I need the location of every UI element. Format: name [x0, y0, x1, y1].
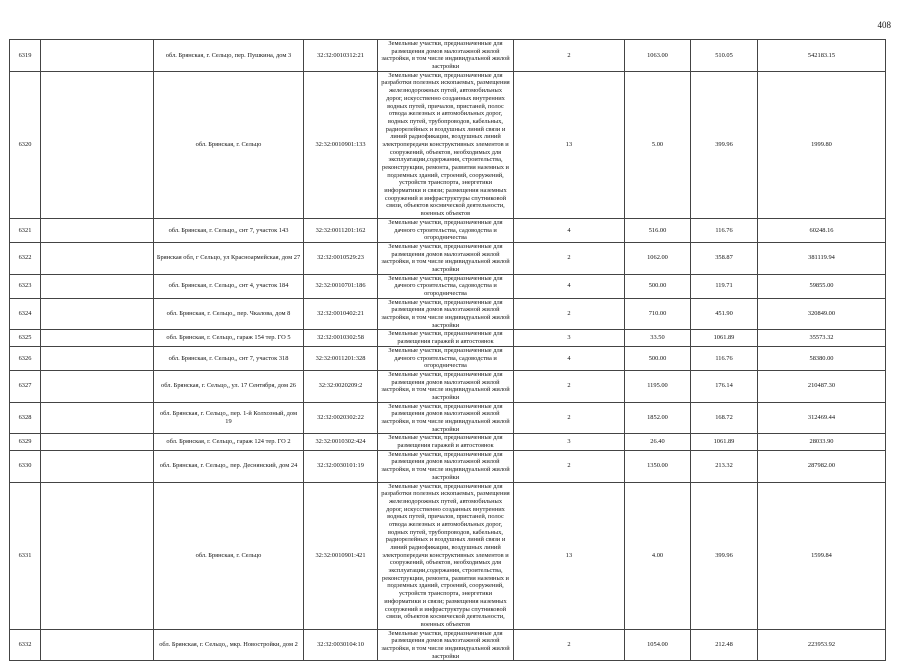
- area-cell: 500.00: [625, 274, 691, 298]
- address-cell: обл. Брянская, г. Сельцо,, ул. 17 Сентября, дом 26: [154, 370, 304, 402]
- blank-cell: [41, 370, 154, 402]
- cadastral-value-cell: 210487.30: [758, 370, 886, 402]
- table-row: [10, 370, 886, 402]
- address-cell: обл. Брянская, г. Сельцо: [154, 71, 304, 218]
- cadastral-number-cell: 32:32:0010901:133: [304, 71, 378, 218]
- address-cell: обл. Брянская, г. Сельцо,, гараж 154 тер. ГО 5: [154, 330, 304, 346]
- row-number: 6325: [10, 330, 41, 346]
- table-row: [10, 218, 886, 242]
- cadastral-value-cell: 60248.16: [758, 218, 886, 242]
- cadastral-number-cell: 32:32:0020302:22: [304, 402, 378, 434]
- address-cell: обл. Брянская, г. Сельцо,, пер. 1-й Колхозный, дом 19: [154, 402, 304, 434]
- area-cell: 500.00: [625, 346, 691, 370]
- cadastral-number-cell: 32:32:0020209:2: [304, 370, 378, 402]
- land-use-cell: Земельные участки, предназначенные для дачного строительства, садоводства и огородничества: [378, 346, 514, 370]
- land-use-cell: Земельные участки, предназначенные для разработки полезных ископаемых, размещения железнодорожных путей, автомобильных дорог, искусственно созданных внутренних водных путей, причалов, пристаней, полос отвода железных и автомобильных дорог, водных путей, трубопроводов, кабельных, радиорелейных и воздушных линий связи и линий радиофикации, воздушных линий электропередачи конструктивных элементов и сооружений, объектов, необходимых для эксплуатации,содержания, строительства, реконструкции, ремонта, развития наземных и подземных зданий, строений, сооружений, устройств транспорта, энергетики информатики и связи; размещения наземных сооружений и инфраструктуры спутниковой связи, объектов космической деятельности, военных объектов: [378, 71, 514, 218]
- blank-cell: [41, 629, 154, 661]
- blank-cell: [41, 274, 154, 298]
- land-use-cell: Земельные участки, предназначенные для дачного строительства, садоводства и огородничества: [378, 274, 514, 298]
- group-cell: 13: [514, 482, 625, 629]
- row-number: 6329: [10, 434, 41, 450]
- address-cell: обл. Брянская, г. Сельцо,, снт 7, участок 318: [154, 346, 304, 370]
- specific-value-cell: 451.90: [691, 298, 758, 330]
- table-row: [10, 298, 886, 330]
- blank-cell: [41, 218, 154, 242]
- cadastral-value-cell: 28033.90: [758, 434, 886, 450]
- specific-value-cell: 119.71: [691, 274, 758, 298]
- area-cell: 710.00: [625, 298, 691, 330]
- blank-cell: [41, 402, 154, 434]
- cadastral-number-cell: 32:32:0010901:421: [304, 482, 378, 629]
- land-use-cell: Земельные участки, предназначенные для размещения домов малоэтажной жилой застройки, в том числе индивидуальной жилой застройки: [378, 242, 514, 274]
- cadastral-value-cell: 381119.94: [758, 242, 886, 274]
- cadastral-number-cell: 32:32:0011201:328: [304, 346, 378, 370]
- land-use-cell: Земельные участки, предназначенные для размещения домов малоэтажной жилой застройки, в том числе индивидуальной жилой застройки: [378, 450, 514, 482]
- table-row: [10, 629, 886, 661]
- land-use-cell: Земельные участки, предназначенные для размещения домов малоэтажной жилой застройки, в том числе индивидуальной жилой застройки: [378, 298, 514, 330]
- address-cell: обл. Брянская, г. Сельцо,, мкр. Новостройки, дом 2: [154, 629, 304, 661]
- blank-cell: [41, 346, 154, 370]
- area-cell: 1350.00: [625, 450, 691, 482]
- cadastral-number-cell: 32:32:0030104:10: [304, 629, 378, 661]
- cadastral-number-cell: 32:32:0010312:21: [304, 40, 378, 72]
- land-use-cell: Земельные участки, предназначенные для размещения домов малоэтажной жилой застройки, в том числе индивидуальной жилой застройки: [378, 40, 514, 72]
- address-cell: обл. Брянская, г. Сельцо,, пер. Чкалова, дом 8: [154, 298, 304, 330]
- land-use-cell: Земельные участки, предназначенные для дачного строительства, садоводства и огородничества: [378, 218, 514, 242]
- cadastral-number-cell: 32:32:0030101:19: [304, 450, 378, 482]
- address-cell: обл. Брянская, г. Сельцо: [154, 482, 304, 629]
- group-cell: 4: [514, 274, 625, 298]
- specific-value-cell: 213.32: [691, 450, 758, 482]
- blank-cell: [41, 298, 154, 330]
- land-use-cell: Земельные участки, предназначенные для размещения гаражей и автостоянок: [378, 330, 514, 346]
- cadastral-value-cell: 320849.00: [758, 298, 886, 330]
- blank-cell: [41, 330, 154, 346]
- row-number: 6330: [10, 450, 41, 482]
- table-row: [10, 450, 886, 482]
- area-cell: 1054.00: [625, 629, 691, 661]
- cadastral-value-cell: 1599.84: [758, 482, 886, 629]
- specific-value-cell: 176.14: [691, 370, 758, 402]
- area-cell: 1195.00: [625, 370, 691, 402]
- table-row: [10, 402, 886, 434]
- cadastral-value-cell: 542183.15: [758, 40, 886, 72]
- land-use-cell: Земельные участки, предназначенные для размещения домов малоэтажной жилой застройки, в том числе индивидуальной жилой застройки: [378, 370, 514, 402]
- table-row: [10, 71, 886, 218]
- row-number: 6320: [10, 71, 41, 218]
- address-cell: обл. Брянская, г. Сельцо,, снт 7, участок 143: [154, 218, 304, 242]
- row-number: 6322: [10, 242, 41, 274]
- address-cell: обл. Брянская, г. Сельцо, пер. Пушкина, дом 3: [154, 40, 304, 72]
- table-body: [10, 40, 886, 661]
- specific-value-cell: 399.96: [691, 482, 758, 629]
- specific-value-cell: 116.76: [691, 218, 758, 242]
- table-row: [10, 330, 886, 346]
- address-cell: обл. Брянская, г. Сельцо,, пер. Деснянский, дом 24: [154, 450, 304, 482]
- area-cell: 1852.00: [625, 402, 691, 434]
- cadastral-value-cell: 35573.32: [758, 330, 886, 346]
- group-cell: 13: [514, 71, 625, 218]
- cadastral-value-cell: 312469.44: [758, 402, 886, 434]
- cadastral-value-cell: 58380.00: [758, 346, 886, 370]
- area-cell: 33.50: [625, 330, 691, 346]
- table-row: [10, 40, 886, 72]
- area-cell: 4.00: [625, 482, 691, 629]
- specific-value-cell: 1061.89: [691, 330, 758, 346]
- area-cell: 5.00: [625, 71, 691, 218]
- blank-cell: [41, 482, 154, 629]
- cadastral-value-cell: 1999.80: [758, 71, 886, 218]
- row-number: 6332: [10, 629, 41, 661]
- group-cell: 2: [514, 370, 625, 402]
- area-cell: 1063.00: [625, 40, 691, 72]
- specific-value-cell: 1061.89: [691, 434, 758, 450]
- row-number: 6324: [10, 298, 41, 330]
- cadastral-number-cell: 32:32:0010701:186: [304, 274, 378, 298]
- specific-value-cell: 399.96: [691, 71, 758, 218]
- address-cell: обл. Брянская, г. Сельцо,, снт 4, участок 184: [154, 274, 304, 298]
- row-number: 6323: [10, 274, 41, 298]
- address-cell: Брянская обл, г Сельцо, ул Красноармейская, дом 27: [154, 242, 304, 274]
- group-cell: 2: [514, 298, 625, 330]
- cadastral-number-cell: 32:32:0010302:424: [304, 434, 378, 450]
- cadastral-value-cell: 223953.92: [758, 629, 886, 661]
- blank-cell: [41, 450, 154, 482]
- group-cell: 3: [514, 434, 625, 450]
- group-cell: 4: [514, 218, 625, 242]
- table-row: [10, 482, 886, 629]
- cadastral-value-cell: 59855.00: [758, 274, 886, 298]
- cadastral-value-cell: 287982.00: [758, 450, 886, 482]
- row-number: 6331: [10, 482, 41, 629]
- group-cell: 3: [514, 330, 625, 346]
- address-cell: обл. Брянская, г. Сельцо,, гараж 124 тер. ГО 2: [154, 434, 304, 450]
- cadastral-number-cell: 32:32:0010529:23: [304, 242, 378, 274]
- table-row: [10, 242, 886, 274]
- blank-cell: [41, 71, 154, 218]
- group-cell: 4: [514, 346, 625, 370]
- area-cell: 516.00: [625, 218, 691, 242]
- cadastral-number-cell: 32:32:0010402:21: [304, 298, 378, 330]
- cadastral-number-cell: 32:32:0011201:162: [304, 218, 378, 242]
- specific-value-cell: 510.05: [691, 40, 758, 72]
- page-number: 408: [877, 20, 891, 30]
- blank-cell: [41, 434, 154, 450]
- row-number: 6321: [10, 218, 41, 242]
- row-number: 6326: [10, 346, 41, 370]
- group-cell: 2: [514, 402, 625, 434]
- group-cell: 2: [514, 40, 625, 72]
- land-use-cell: Земельные участки, предназначенные для размещения гаражей и автостоянок: [378, 434, 514, 450]
- specific-value-cell: 212.48: [691, 629, 758, 661]
- blank-cell: [41, 242, 154, 274]
- area-cell: 1062.00: [625, 242, 691, 274]
- specific-value-cell: 116.76: [691, 346, 758, 370]
- land-use-cell: Земельные участки, предназначенные для разработки полезных ископаемых, размещения железнодорожных путей, автомобильных дорог, искусственно созданных внутренних водных путей, причалов, пристаней, полос отвода железных и автомобильных дорог, водных путей, трубопроводов, кабельных, радиорелейных и воздушных линий связи и линий радиофикации, воздушных линий электропередачи конструктивных элементов и сооружений, объектов, необходимых для эксплуатации,содержания, строительства, реконструкции, ремонта, развития наземных и подземных зданий, строений, сооружений, устройств транспорта, энергетики информатики и связи; размещения наземных сооружений и инфраструктуры спутниковой связи, объектов космической деятельности, военных объектов: [378, 482, 514, 629]
- blank-cell: [41, 40, 154, 72]
- table-row: [10, 434, 886, 450]
- table-row: [10, 346, 886, 370]
- row-number: 6327: [10, 370, 41, 402]
- group-cell: 2: [514, 629, 625, 661]
- land-use-cell: Земельные участки, предназначенные для размещения домов малоэтажной жилой застройки, в том числе индивидуальной жилой застройки: [378, 629, 514, 661]
- specific-value-cell: 358.87: [691, 242, 758, 274]
- land-use-cell: Земельные участки, предназначенные для размещения домов малоэтажной жилой застройки, в том числе индивидуальной жилой застройки: [378, 402, 514, 434]
- row-number: 6328: [10, 402, 41, 434]
- area-cell: 26.40: [625, 434, 691, 450]
- row-number: 6319: [10, 40, 41, 72]
- group-cell: 2: [514, 450, 625, 482]
- table-row: [10, 274, 886, 298]
- specific-value-cell: 168.72: [691, 402, 758, 434]
- group-cell: 2: [514, 242, 625, 274]
- cadastral-number-cell: 32:32:0010302:58: [304, 330, 378, 346]
- cadastral-value-table: [9, 39, 886, 661]
